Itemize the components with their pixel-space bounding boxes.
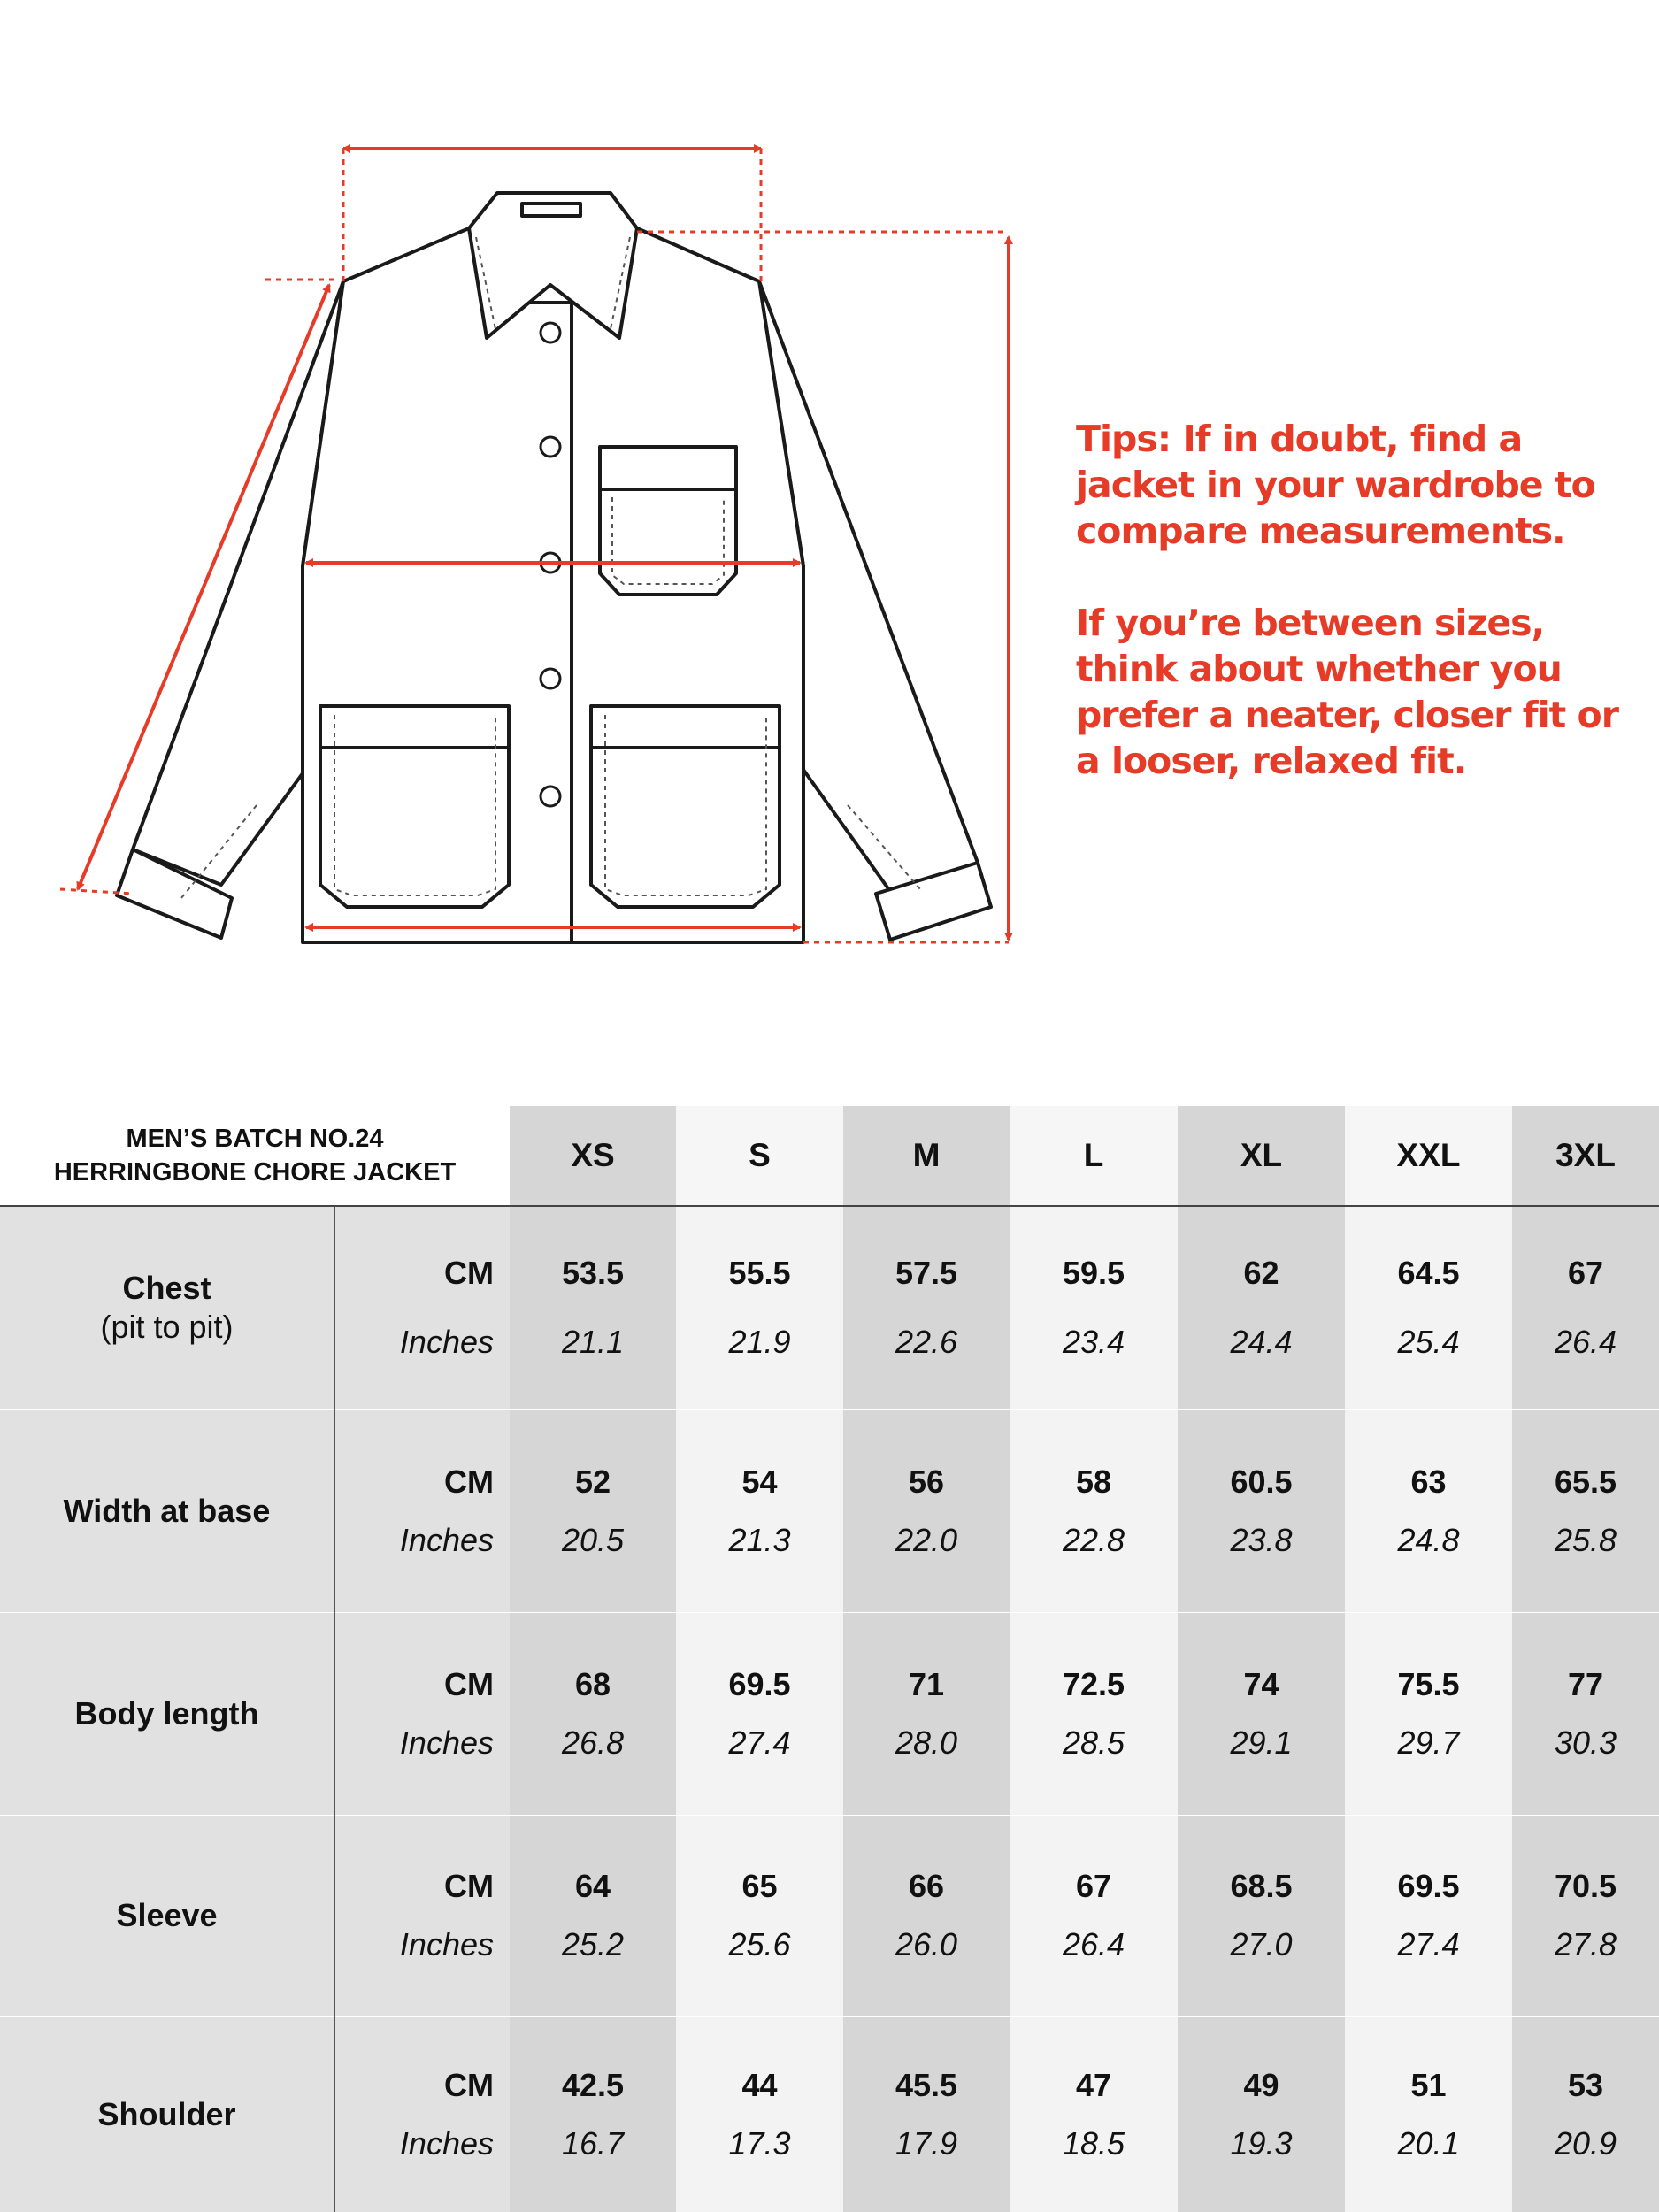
size-value-cell [1512, 1815, 1659, 2016]
size-value-cell [1512, 1206, 1659, 1409]
size-value-cell [676, 2016, 843, 2212]
size-value-cell [510, 1815, 676, 2016]
value-cm: 68 [574, 1665, 611, 1702]
value-inches: 25.8 [1554, 1521, 1617, 1558]
size-value-cell [1010, 1409, 1178, 1612]
value-inches: 24.4 [1230, 1324, 1293, 1361]
value-inches: 26.4 [1062, 1926, 1125, 1962]
value-cm: 51 [1410, 2066, 1447, 2103]
value-cm: 53.5 [561, 1255, 625, 1292]
unit-inches-label: Inches [399, 1724, 494, 1761]
unit-cm-label: CM [444, 2066, 494, 2103]
value-inches: 29.7 [1397, 1724, 1460, 1761]
measurement-label: Chest [122, 1270, 211, 1307]
value-inches: 27.0 [1230, 1926, 1293, 1962]
size-value-cell [1345, 1409, 1512, 1612]
measurement-name [0, 1409, 334, 1612]
measurement-row [0, 1206, 1659, 1409]
measurement-label: Shoulder [97, 2095, 236, 2132]
measurement-label: Sleeve [116, 1897, 218, 1933]
value-cm: 49 [1243, 2066, 1279, 2103]
tip-compare: Tips: If in doubt, find a jacket in your wardrobe to compare measurements. [1076, 418, 1595, 552]
value-inches: 18.5 [1062, 2124, 1125, 2162]
value-inches: 21.3 [728, 1521, 791, 1558]
measurement-row [0, 2016, 1659, 2212]
value-inches: 30.3 [1554, 1724, 1617, 1761]
value-inches: 27.4 [728, 1724, 791, 1761]
measurement-row [0, 1409, 1659, 1612]
value-inches: 25.4 [1397, 1324, 1460, 1361]
value-inches: 25.2 [561, 1926, 625, 1962]
value-inches: 19.3 [1230, 2124, 1293, 2162]
unit-labels [334, 1409, 510, 1612]
size-value-cell [676, 1409, 843, 1612]
size-value-cell [843, 2016, 1010, 2212]
value-cm: 70.5 [1554, 1868, 1617, 1904]
size-header-m: M [843, 1106, 1010, 1206]
size-value-cell [1512, 1612, 1659, 1815]
size-header-s: S [676, 1106, 843, 1206]
size-value-cell [1512, 2016, 1659, 2212]
value-cm: 68.5 [1230, 1868, 1293, 1904]
size-header-xxl: XXL [1345, 1106, 1512, 1206]
value-inches: 26.0 [895, 1926, 958, 1962]
value-inches: 17.3 [728, 2124, 791, 2162]
value-inches: 23.8 [1230, 1521, 1293, 1558]
value-cm: 42.5 [561, 2066, 625, 2103]
size-value-cell [1010, 1815, 1178, 2016]
size-value-cell [1178, 2016, 1345, 2212]
value-cm: 54 [741, 1463, 778, 1500]
unit-labels [334, 1612, 510, 1815]
measurement-row [0, 1815, 1659, 2016]
size-chart-table [0, 1106, 1659, 2212]
value-cm: 69.5 [728, 1665, 791, 1702]
size-value-cell [676, 1612, 843, 1815]
value-cm: 58 [1075, 1463, 1112, 1500]
value-cm: 59.5 [1062, 1255, 1125, 1292]
tip-between-sizes: If you’re between sizes, think about whether you prefer a neater, closer fit or a looser, relaxed fit. [1076, 602, 1618, 782]
value-cm: 74 [1243, 1665, 1279, 1702]
value-inches: 21.1 [561, 1324, 625, 1361]
value-cm: 72.5 [1062, 1665, 1125, 1702]
unit-cm-label: CM [444, 1665, 494, 1702]
size-value-cell [1010, 1206, 1178, 1409]
value-cm: 69.5 [1397, 1868, 1460, 1904]
value-cm: 53 [1567, 2066, 1604, 2103]
size-value-cell [510, 1206, 676, 1409]
value-inches: 16.7 [561, 2124, 625, 2162]
value-cm: 77 [1567, 1665, 1604, 1702]
value-inches: 26.4 [1554, 1324, 1617, 1361]
unit-labels [334, 1206, 510, 1409]
size-value-cell [676, 1815, 843, 2016]
size-value-cell [510, 2016, 676, 2212]
size-value-cell [1345, 1206, 1512, 1409]
size-value-cell [1010, 1612, 1178, 1815]
value-cm: 65.5 [1554, 1463, 1617, 1500]
size-value-cell [1178, 1612, 1345, 1815]
size-value-cell [843, 1206, 1010, 1409]
value-cm: 66 [908, 1868, 945, 1904]
value-cm: 63 [1410, 1463, 1447, 1500]
measurement-sublabel: (pit to pit) [100, 1309, 234, 1346]
size-value-cell [1345, 1815, 1512, 2016]
value-inches: 17.9 [895, 2124, 958, 2162]
measurement-name [0, 1206, 334, 1409]
size-value-cell [1178, 1815, 1345, 2016]
product-title-line1: MEN’S BATCH NO.24 [126, 1125, 384, 1153]
size-header-l: L [1010, 1106, 1178, 1206]
value-cm: 45.5 [895, 2066, 958, 2103]
value-inches: 22.0 [895, 1521, 958, 1558]
value-cm: 52 [574, 1463, 611, 1500]
size-value-cell [843, 1409, 1010, 1612]
size-value-cell [1512, 1409, 1659, 1612]
size-value-cell [1178, 1409, 1345, 1612]
size-value-cell [1178, 1206, 1345, 1409]
measurement-name [0, 2016, 334, 2212]
unit-cm-label: CM [444, 1255, 494, 1292]
value-cm: 57.5 [895, 1255, 958, 1292]
size-value-cell [843, 1815, 1010, 2016]
size-value-cell [1010, 2016, 1178, 2212]
value-cm: 60.5 [1230, 1463, 1293, 1500]
value-cm: 67 [1075, 1868, 1112, 1904]
value-inches: 26.8 [561, 1724, 625, 1761]
value-inches: 28.0 [895, 1724, 958, 1761]
measurement-name [0, 1612, 334, 1815]
size-value-cell [510, 1409, 676, 1612]
product-title [0, 1106, 510, 1206]
value-cm: 67 [1567, 1255, 1604, 1292]
unit-labels [334, 2016, 510, 2212]
value-cm: 64 [574, 1868, 611, 1904]
fit-tips [1076, 416, 1642, 784]
value-cm: 64.5 [1397, 1255, 1460, 1292]
value-inches: 20.5 [561, 1521, 625, 1558]
value-cm: 71 [908, 1665, 945, 1702]
unit-inches-label: Inches [399, 1926, 494, 1962]
value-inches: 20.1 [1397, 2124, 1460, 2162]
size-value-cell [1345, 1612, 1512, 1815]
measurement-label: Body length [74, 1694, 259, 1732]
size-header-xs: XS [510, 1106, 676, 1206]
value-cm: 75.5 [1397, 1665, 1460, 1702]
value-cm: 55.5 [728, 1255, 791, 1292]
size-value-cell [510, 1612, 676, 1815]
value-inches: 24.8 [1397, 1521, 1460, 1558]
unit-inches-label: Inches [399, 1521, 494, 1558]
value-cm: 47 [1075, 2066, 1112, 2103]
size-value-cell [676, 1206, 843, 1409]
unit-cm-label: CM [444, 1868, 494, 1904]
value-inches: 20.9 [1554, 2124, 1617, 2162]
value-cm: 56 [908, 1463, 945, 1500]
value-cm: 62 [1243, 1255, 1279, 1292]
unit-inches-label: Inches [399, 1324, 494, 1361]
value-inches: 21.9 [728, 1324, 791, 1361]
value-inches: 27.4 [1397, 1926, 1460, 1962]
size-value-cell [1345, 2016, 1512, 2212]
value-inches: 29.1 [1230, 1724, 1293, 1761]
measurement-row [0, 1612, 1659, 1815]
value-inches: 22.6 [895, 1324, 958, 1361]
size-value-cell [843, 1612, 1010, 1815]
value-inches: 28.5 [1062, 1724, 1125, 1761]
value-cm: 65 [741, 1868, 778, 1904]
size-header-xl: XL [1178, 1106, 1345, 1206]
size-header-row [0, 1106, 1659, 1206]
product-title-line2: HERRINGBONE CHORE JACKET [53, 1158, 457, 1187]
unit-cm-label: CM [444, 1463, 494, 1500]
value-cm: 44 [741, 2066, 778, 2103]
measurement-label: Width at base [63, 1492, 271, 1529]
unit-inches-label: Inches [399, 2124, 494, 2162]
value-inches: 25.6 [728, 1926, 791, 1962]
size-header-3xl: 3XL [1512, 1106, 1659, 1206]
measurement-name [0, 1815, 334, 2016]
value-inches: 27.8 [1554, 1926, 1617, 1962]
value-inches: 22.8 [1062, 1521, 1125, 1558]
value-inches: 23.4 [1062, 1324, 1125, 1361]
unit-labels [334, 1815, 510, 2016]
